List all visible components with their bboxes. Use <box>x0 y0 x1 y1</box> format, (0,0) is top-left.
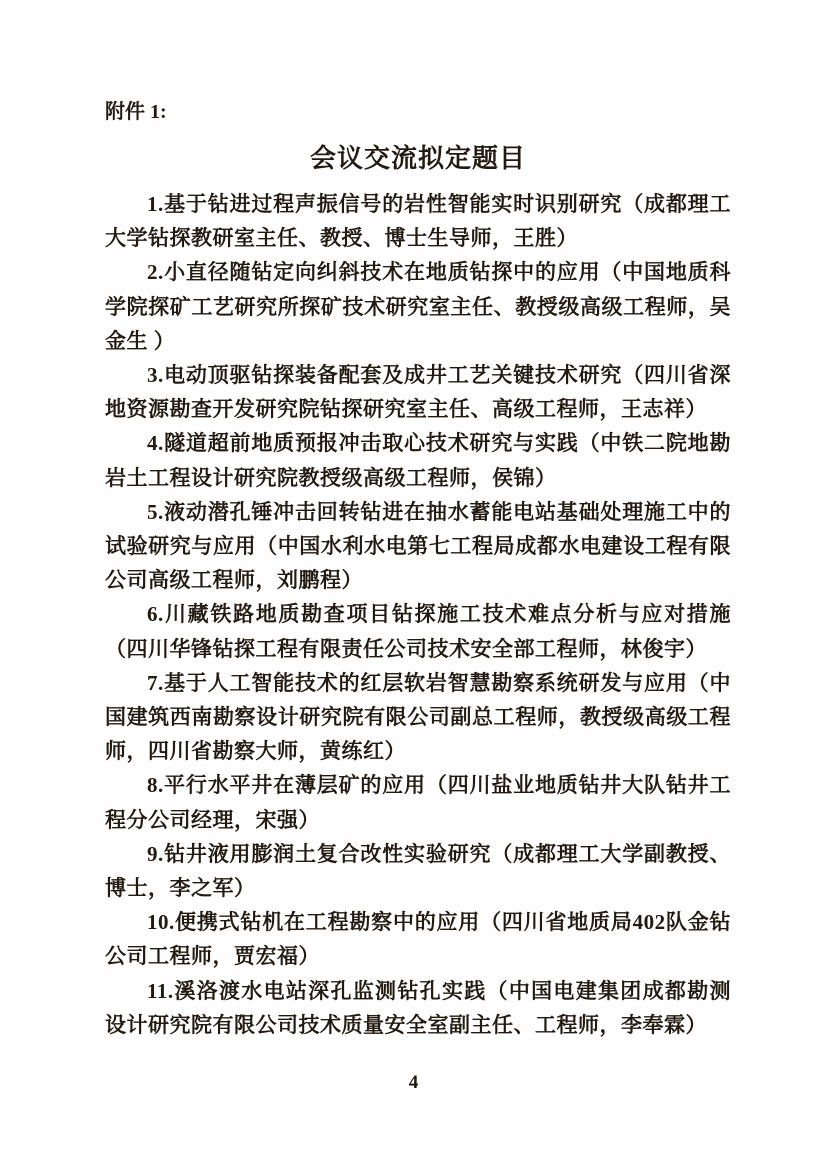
list-item: 6.川藏铁路地质勘查项目钻探施工技术难点分析与应对措施（四川华锋钻探工程有限责任公司技术安全部工程师，林俊宇） <box>105 602 731 661</box>
list-item: 11.溪洛渡水电站深孔监测钻孔实践（中国电建集团成都勘测设计研究院有限公司技术质量安全室副主任、工程师，李奉霖） <box>105 978 731 1037</box>
list-item: 3.电动顶驱钻探装备配套及成井工艺关键技术研究（四川省深地资源勘查开发研究院钻探研究室主任、高级工程师，王志祥） <box>105 363 731 422</box>
attachment-label: 附件 1: <box>105 101 167 123</box>
list-item: 9.钻井液用膨润土复合改性实验研究（成都理工大学副教授、博士，李之军） <box>105 841 731 901</box>
page-number: 4 <box>408 1072 419 1093</box>
list-item: 5.液动潜孔锤冲击回转钻进在抽水蓄能电站基础处理施工中的试验研究与应用（中国水利水电第七工程局成都水电建设工程有限公司高级工程师，刘鹏程） <box>105 499 731 593</box>
list-item: 2.小直径随钻定向纠斜技术在地质钻探中的应用（中国地质科学院探矿工艺研究所探矿技术研究室主任、教授级高级工程师，吴金生 ） <box>105 260 731 353</box>
document-title: 会议交流拟定题目 <box>309 144 526 173</box>
list-item: 10.便携式钻机在工程勘察中的应用（四川省地质局402队金钻公司工程师，贾宏福） <box>105 910 731 969</box>
list-item: 8.平行水平井在薄层矿的应用（四川盐业地质钻井大队钻井工程分公司经理，宋强） <box>105 773 731 832</box>
list-item: 4.隧道超前地质预报冲击取心技术研究与实践（中铁二院地勘岩土工程设计研究院教授级高级工程师，侯锦） <box>105 431 731 490</box>
topic-list <box>105 187 731 1042</box>
list-item: 1.基于钻进过程声振信号的岩性智能实时识别研究（成都理工大学钻探教研室主任、教授、博士生导师，王胜） <box>105 192 731 251</box>
list-item: 7.基于人工智能技术的红层软岩智慧勘察系统研发与应用（中国建筑西南勘察设计研究院有限公司副总工程师，教授级高级工程师，四川省勘察大师，黄练红） <box>105 670 731 764</box>
